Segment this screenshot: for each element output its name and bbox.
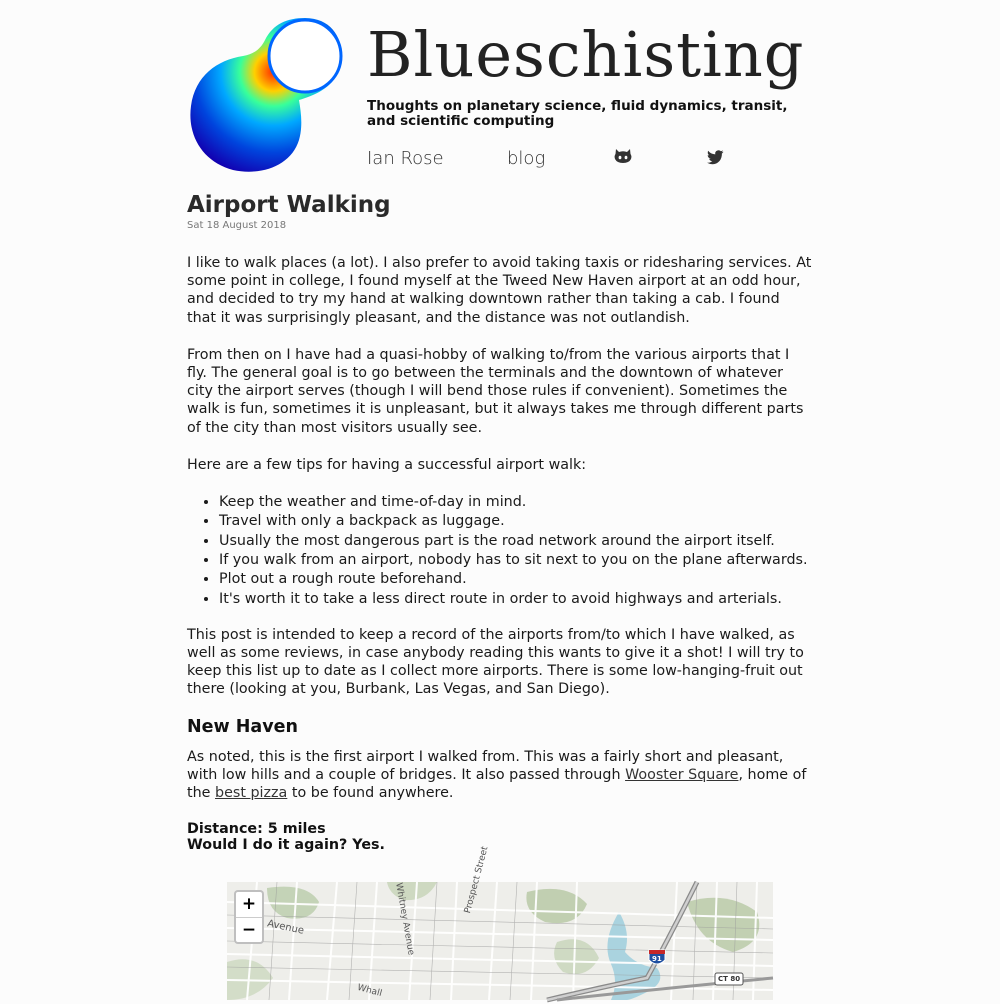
section-heading-new-haven: New Haven bbox=[187, 716, 298, 737]
map-street-label: Prospect Street bbox=[463, 845, 491, 915]
list-item: • Travel with only a backpack as luggage. bbox=[219, 512, 813, 531]
zoom-in-button[interactable]: + bbox=[236, 892, 262, 918]
main-nav bbox=[367, 148, 787, 174]
record-paragraph: This post is intended to keep a record of the airports from/to which I have walked, as well as some reviews, in case anybody reading this wants to give it a shot! I will try to keep this list up to date as I collect more airports. There is some low-hanging-fruit out there (looking at you, Burbank, Las Vegas, and San Diego). bbox=[187, 626, 804, 698]
tips-intro-paragraph: Here are a few tips for having a successful airport walk: bbox=[187, 456, 587, 473]
map-street-label: Avenue bbox=[266, 918, 305, 937]
post-title: Airport Walking bbox=[187, 192, 391, 218]
walk-stats bbox=[187, 821, 813, 853]
ct80-label: CT 80 bbox=[718, 975, 741, 983]
intro-paragraph: I like to walk places (a lot). I also prefer to avoid taking taxis or ridesharing services. At some point in college, I found myself at the Tweed New Haven airport at an odd hour, and decided to try my hand at walking downtown rather than taking a cab. I found that it was surprisingly pleasant, and the distance was not outlandish. bbox=[187, 255, 812, 326]
nav-link-ian-rose[interactable]: Ian Rose bbox=[367, 148, 444, 169]
distance-stat: Distance: 5 miles bbox=[187, 821, 326, 838]
hobby-paragraph: From then on I have had a quasi-hobby of walking to/from the various airports that I fly. The general goal is to go between the terminals and the downtown of whatever city the airport serves (though I will bend those rules if convenient). Sometimes the walk is fun, sometimes it is unpleasant, but it always takes me through different parts of the city than most visitors usually see. bbox=[187, 346, 804, 436]
site-title[interactable]: Blueschisting bbox=[367, 18, 805, 91]
post-date: Sat 18 August 2018 bbox=[187, 220, 287, 231]
new-haven-paragraph bbox=[187, 748, 813, 803]
list-item: • Keep the weather and time-of-day in mind. bbox=[219, 493, 813, 512]
blueschist-logo[interactable] bbox=[187, 14, 347, 174]
again-stat: Would I do it again? Yes. bbox=[187, 837, 385, 854]
best-pizza-link[interactable]: best pizza bbox=[215, 785, 288, 802]
post-content bbox=[187, 254, 813, 853]
github-icon[interactable] bbox=[614, 148, 632, 169]
twitter-icon[interactable] bbox=[707, 148, 724, 169]
text-segment: As noted, this is the first airport I walked from. This was a fairly short and pleasant, with low hills and a couple of bridges. It also passed through bbox=[187, 748, 784, 784]
route-map[interactable] bbox=[227, 845, 773, 1000]
list-item: • Usually the most dangerous part is the road network around the airport itself. bbox=[219, 532, 813, 551]
tips-list bbox=[187, 493, 813, 609]
text-segment: to be found anywhere. bbox=[287, 785, 454, 802]
map-zoom-control bbox=[234, 890, 264, 944]
map-street-label: Whall bbox=[356, 982, 383, 1000]
list-item: • It's worth it to take a less direct route in order to avoid highways and arterials. bbox=[219, 590, 813, 609]
list-item: • If you walk from an airport, nobody has to sit next to you on the plane afterwards. bbox=[219, 551, 813, 570]
list-item: • Plot out a rough route beforehand. bbox=[219, 570, 813, 589]
zoom-out-button[interactable]: − bbox=[241, 920, 257, 940]
map-tiles bbox=[227, 882, 773, 1000]
site-tagline: Thoughts on planetary science, fluid dynamics, transit, and scientific computing bbox=[367, 98, 788, 129]
text-segment: , home of the bbox=[187, 767, 807, 802]
route-91-label: 91 bbox=[652, 955, 662, 963]
map-street-label: Whitney Avenue bbox=[393, 882, 416, 957]
wooster-square-link[interactable]: Wooster Square bbox=[625, 767, 739, 784]
nav-link-blog[interactable]: blog bbox=[507, 148, 546, 169]
